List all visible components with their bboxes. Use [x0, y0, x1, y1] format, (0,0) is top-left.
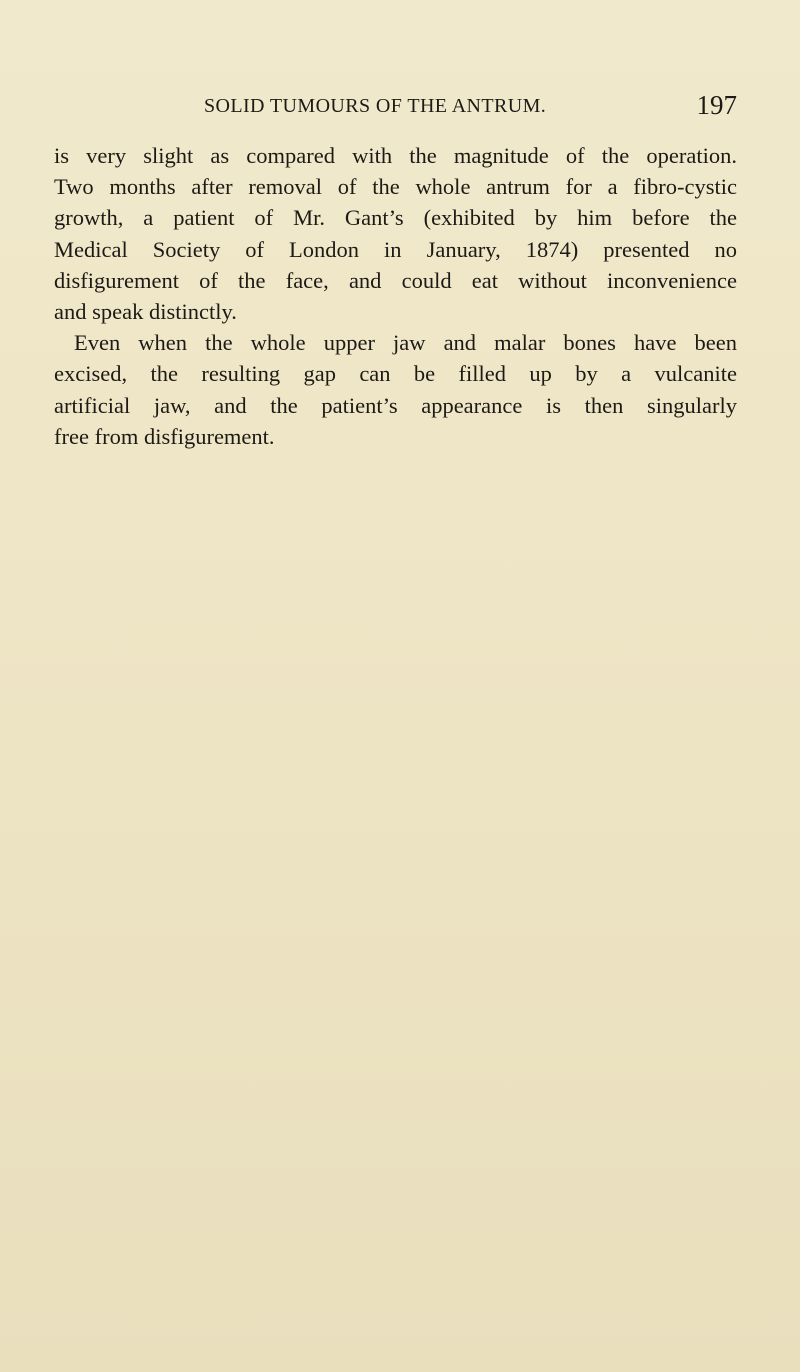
body-text [54, 140, 737, 452]
page-number: 197 [696, 90, 737, 120]
text-line: free from disfigurement. [54, 423, 275, 449]
text-line: artificial jaw, and the patient’s appearance is then singularly [54, 392, 737, 418]
text-line: and speak distinctly. [54, 299, 237, 325]
paragraph [54, 327, 737, 452]
running-title: SOLID TUMOURS OF THE ANTRUM. [204, 95, 547, 117]
text-line: excised, the resulting gap can be filled up by a vulcanite [54, 361, 737, 387]
text-line: disfigurement of the face, and could eat without inconvenience [54, 267, 737, 293]
text-line: Even when the whole upper jaw and malar bones have been [74, 330, 737, 356]
text-line: growth, a patient of Mr. Gant’s (exhibited by him before the [54, 205, 737, 231]
text-line: Two months after removal of the whole antrum for a fibro-cystic [54, 174, 737, 200]
paragraph [54, 140, 737, 327]
text-line: is very slight as compared with the magnitude of the operation. [54, 143, 737, 168]
running-header [54, 92, 737, 122]
text-line: Medical Society of London in January, 1874) presented no [54, 236, 737, 262]
